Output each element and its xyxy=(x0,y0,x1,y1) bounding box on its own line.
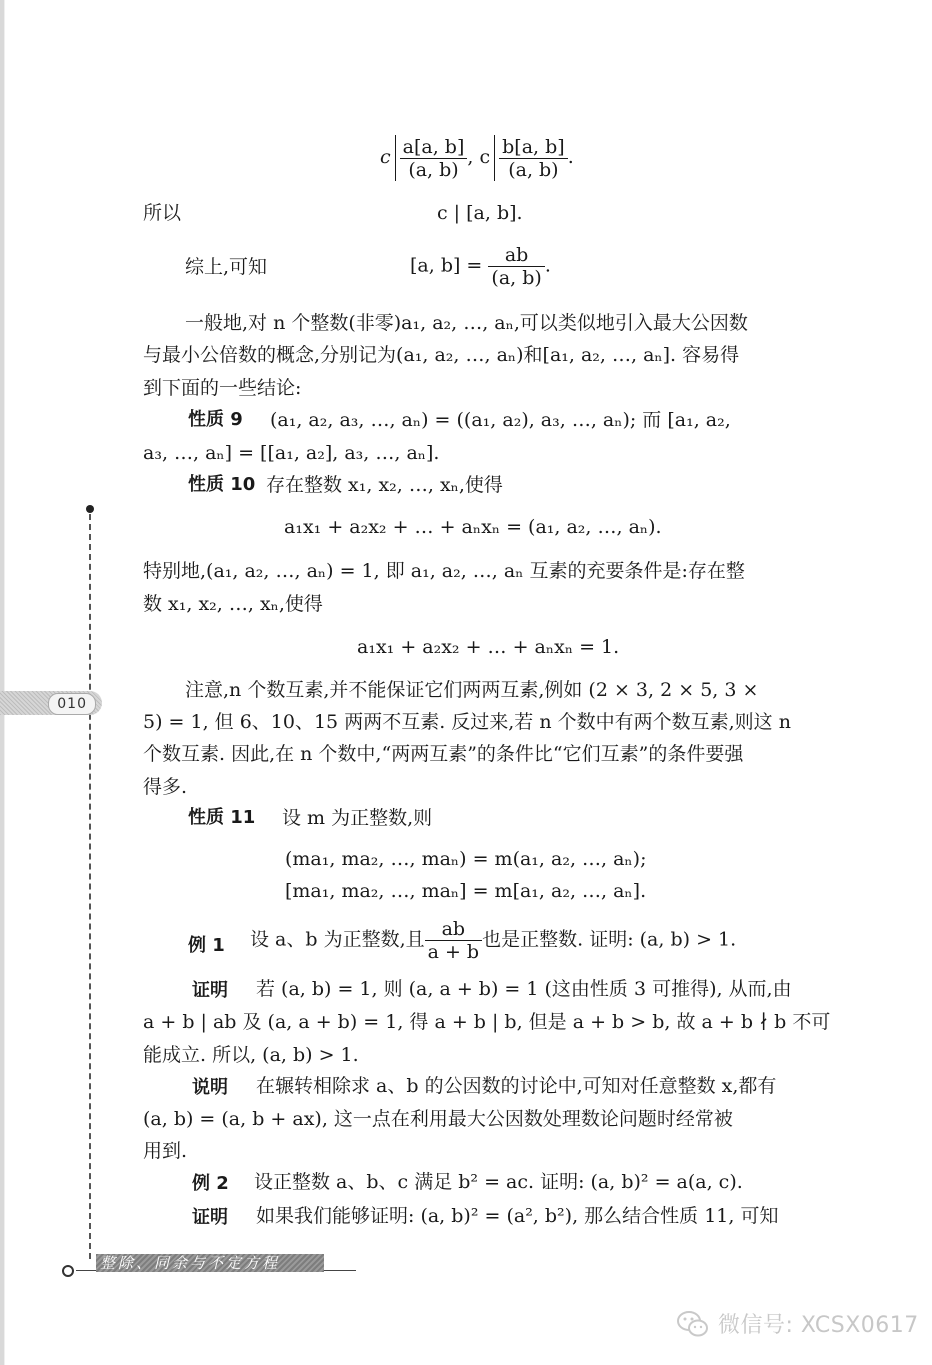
display-equation-top xyxy=(380,135,574,181)
suoyi-equation: c | [a, b]. xyxy=(437,202,523,224)
lcm-numerator: ab xyxy=(488,244,544,267)
watermark xyxy=(676,1308,919,1339)
zongshang-equation xyxy=(410,244,551,289)
eq-end: . xyxy=(567,146,574,168)
remark-label: 说明 xyxy=(192,1077,228,1098)
suoyi-label: 所以 xyxy=(143,202,182,224)
note-line-2: 5) = 1, 但 6、10、15 两两不互素. 反过来,若 n 个数中有两个数互素,则这 n xyxy=(143,711,791,733)
example-1-label: 例 1 xyxy=(188,935,225,956)
note-line-1: 注意,n 个数互素,并不能保证它们两两互素,例如 (2 × 3, 2 × 5, 3 × xyxy=(185,679,759,701)
zongshang-label: 综上,可知 xyxy=(185,256,268,278)
footer-circle-icon xyxy=(62,1265,74,1277)
example-2-label: 例 2 xyxy=(192,1173,229,1194)
example-1-fraction xyxy=(425,918,483,963)
proof-1-line-3: 能成立. 所以, (a, b) > 1. xyxy=(143,1044,359,1066)
proof-1-label: 证明 xyxy=(192,980,228,1001)
property-11-equation-2: [ma₁, ma₂, …, maₙ] = m[a₁, a₂, …, aₙ]. xyxy=(285,880,647,902)
special-case-line-1: 特别地,(a₁, a₂, …, aₙ) = 1, 即 a₁, a₂, …, aₙ 互素的充要条件是:存在整 xyxy=(143,560,745,582)
lcm-lhs: [a, b] = xyxy=(410,254,483,277)
example-1-denominator: a + b xyxy=(427,941,480,963)
fraction-2-denominator: (a, b) xyxy=(508,158,559,181)
note-line-4: 得多. xyxy=(143,776,188,798)
proof-1-line-2: a + b | ab 及 (a, a + b) = 1, 得 a + b | b, 但是 a + b > b, 故 a + b ∤ b 不可 xyxy=(143,1011,831,1033)
property-9-label: 性质 9 xyxy=(188,409,243,430)
watermark-text: 微信号: XCSX0617 xyxy=(718,1313,919,1338)
property-10-label: 性质 10 xyxy=(188,474,256,495)
property-10-text: 存在整数 x₁, x₂, …, xₙ,使得 xyxy=(266,474,503,496)
example-1-statement xyxy=(250,918,736,963)
property-11-text: 设 m 为正整数,则 xyxy=(282,807,433,829)
fraction-1 xyxy=(400,136,468,181)
fraction-2-numerator: b[a, b] xyxy=(499,136,568,159)
margin-dot xyxy=(86,505,94,513)
proof-2-label: 证明 xyxy=(192,1207,228,1228)
property-11-label: 性质 11 xyxy=(188,807,256,828)
fraction-1-numerator: a[a, b] xyxy=(400,136,468,159)
eq-end: . xyxy=(544,254,551,277)
note-line-3: 个数互素. 因此,在 n 个数中,“两两互素”的条件比“它们互素”的条件要强 xyxy=(143,743,744,765)
paragraph-general-line-3: 到下面的一些结论: xyxy=(143,377,302,399)
example-2-statement: 设正整数 a、b、c 满足 b² = ac. 证明: (a, b)² = a(a, c). xyxy=(254,1171,743,1193)
paragraph-general-line-1: 一般地,对 n 个整数(非零)a₁, a₂, …, aₙ,可以类似地引入最大公因数 xyxy=(185,312,748,334)
lcm-denominator: (a, b) xyxy=(491,267,542,289)
property-10-equation: a₁x₁ + a₂x₂ + … + aₙxₙ = (a₁, a₂, …, aₙ). xyxy=(284,516,662,538)
property-9-line-1: (a₁, a₂, a₃, …, aₙ) = ((a₁, a₂), a₃, …, aₙ); 而 [a₁, a₂, xyxy=(270,409,731,431)
page-number: 010 xyxy=(48,693,96,715)
margin-dashed-line xyxy=(89,514,91,1259)
example-1-pre: 设 a、b 为正整数,且 xyxy=(250,928,425,951)
lcm-fraction xyxy=(488,244,544,289)
example-1-numerator: ab xyxy=(425,918,483,941)
proof-1-line-1: 若 (a, b) = 1, 则 (a, a + b) = 1 (这由性质 3 可推得), 从而,由 xyxy=(256,978,792,1000)
wechat-icon xyxy=(676,1309,710,1339)
example-1-post: 也是正整数. 证明: (a, b) > 1. xyxy=(482,928,737,951)
special-case-line-2: 数 x₁, x₂, …, xₙ,使得 xyxy=(143,593,323,615)
special-case-equation: a₁x₁ + a₂x₂ + … + aₙxₙ = 1. xyxy=(357,636,620,658)
eq-var-c: c xyxy=(380,146,391,168)
fraction-2 xyxy=(499,136,568,181)
property-9-line-2: a₃, …, aₙ] = [[a₁, a₂], a₃, …, aₙ]. xyxy=(143,442,440,464)
page-number-tab xyxy=(0,691,102,715)
remark-line-3: 用到. xyxy=(143,1140,188,1162)
paragraph-general-line-2: 与最小公倍数的概念,分别记为(a₁, a₂, …, aₙ)和[a₁, a₂, …, aₙ]. 容易得 xyxy=(143,344,740,366)
divides-bar xyxy=(494,135,495,181)
remark-line-2: (a, b) = (a, b + ax), 这一点在利用最大公因数处理数论问题时经常被 xyxy=(143,1108,733,1130)
eq-separator: , c xyxy=(467,146,491,168)
property-11-equation-1: (ma₁, ma₂, …, maₙ) = m(a₁, a₂, …, aₙ); xyxy=(285,848,647,870)
page-edge-shadow xyxy=(4,0,5,1365)
proof-2-text: 如果我们能够证明: (a, b)² = (a², b²), 那么结合性质 11, 可知 xyxy=(256,1205,779,1227)
remark-line-1: 在辗转相除求 a、b 的公因数的讨论中,可知对任意整数 x,都有 xyxy=(256,1075,777,1097)
footer-title: 整除、同余与不定方程 xyxy=(100,1254,281,1272)
divides-bar xyxy=(395,135,396,181)
fraction-1-denominator: (a, b) xyxy=(408,158,459,181)
